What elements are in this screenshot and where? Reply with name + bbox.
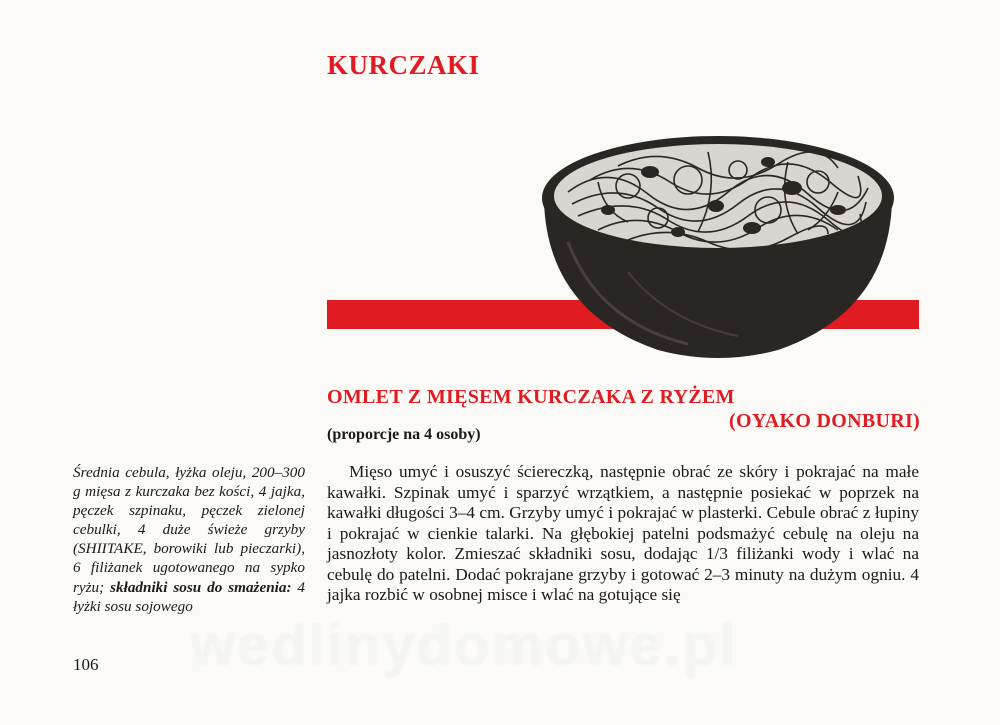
portions-note: (proporcje na 4 osoby) xyxy=(327,426,481,443)
page-number: 106 xyxy=(73,655,99,674)
noodle-bowl-illustration xyxy=(538,122,898,362)
ingredients-sauce: 4 łyżki sosu sojowego xyxy=(73,578,305,615)
ingredients-list xyxy=(73,463,305,616)
watermark: wedlinydomowe.pl xyxy=(190,613,738,678)
recipe-subtitle: (OYAKO DONBURI) xyxy=(729,410,920,432)
ingredients-intro: Średnia cebula, łyżka oleju, 200–300 g mięsa z kurczaka bez kości, 4 jajka, pęczek szpinaku, pęczek zielonej cebulki, 4 duże świeże grzyby (SHIITAKE, borowiki lub pieczarki), 6 filiżanek ugotowanego na sypko ryżu; xyxy=(73,464,305,596)
recipe-title: OMLET Z MIĘSEM KURCZAKA Z RYŻEM xyxy=(327,386,735,408)
section-title: KURCZAKI xyxy=(327,50,480,80)
ingredients-sauce-label: składniki sosu do smażenia: xyxy=(110,578,292,596)
instructions-text: Mięso umyć i osuszyć ściereczką, następnie obrać ze skóry i pokrajać na małe kawałki. Szpinak umyć i sparzyć wrzątkiem, a następnie posiekać w poprzek na kawałki długości 3–4 cm. Grzyby umyć i pokrajać w plasterki. Cebule obrać z łupiny i pokrajać w cienkie talarki. Na głębokiej patelni podsmażyć cebulę na oleju na jasnozłoty kolor. Zmieszać składniki sosu, dodając 1/3 filiżanki wody i wlać na cebulę do patelni. Dodać pokrajane grzyby i gotować 2–3 minuty na dużym ogniu. 4 jajka rozbić w osobnej misce i wlać na gotujące się xyxy=(327,462,919,604)
